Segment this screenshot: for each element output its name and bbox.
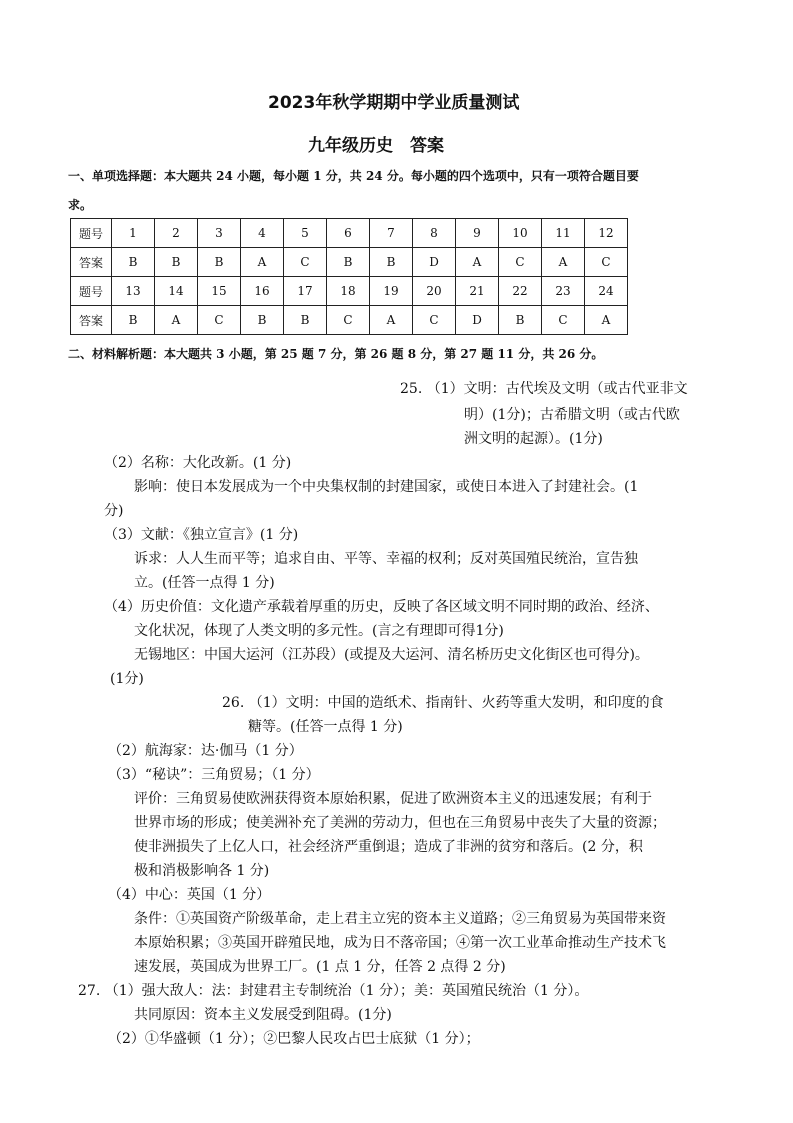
q27-line: （2）①华盛顿（1 分）；②巴黎人民攻占巴士底狱（1 分）； (108, 1031, 480, 1047)
table-cell: 题号 (71, 219, 112, 248)
q25-line: 分) (104, 503, 124, 519)
table-cell: B (112, 306, 155, 335)
table-cell: 7 (370, 219, 413, 248)
table-cell: B (499, 306, 542, 335)
q26-line: 条件：①英国资产阶级革命，走上君主立宪的资本主义道路；②三角贸易为英国带来资 (134, 911, 666, 927)
table-cell: 题号 (71, 277, 112, 306)
table-cell: 23 (542, 277, 585, 306)
q26-line: 使非洲损失了上亿人口，社会经济严重倒退；造成了非洲的贫穷和落后。(2 分，积 (134, 839, 643, 855)
q26-line: 本原始积累；③英国开辟殖民地，成为日不落帝国；④第一次工业革命推动生产技术飞 (134, 935, 666, 951)
table-cell: C (542, 306, 585, 335)
table-cell: C (413, 306, 456, 335)
table-cell: B (155, 248, 198, 277)
q25-line: （4）历史价值：文化遗产承载着厚重的历史，反映了各区域文明不同时期的政治、经济、 (104, 599, 659, 615)
section1-line1: 一、单项选择题：本大题共 24 小题，每小题 1 分，共 24 分。每小题的四个选项中，只有一项符合题目要 (68, 169, 639, 183)
table-cell: 21 (456, 277, 499, 306)
q25-line: （3）文献：《独立宣言》(1 分) (104, 527, 299, 543)
table-cell: 答案 (71, 248, 112, 277)
table-cell: C (327, 306, 370, 335)
q25-line: 无锡地区：中国大运河（江苏段）(或提及大运河、清名桥历史文化街区也可得分)。 (134, 647, 649, 663)
table-cell: A (241, 248, 284, 277)
table-cell: B (112, 248, 155, 277)
table-cell: 9 (456, 219, 499, 248)
table-cell: 14 (155, 277, 198, 306)
q25-line: 洲文明的起源）。(1分) (464, 431, 603, 447)
q25-line: 文化状况，体现了人类文明的多元性。(言之有理即可得1分) (134, 623, 504, 639)
q26-line: （2）航海家：达·伽马（1 分） (108, 743, 303, 759)
table-cell: C (585, 248, 628, 277)
table-cell: 6 (327, 219, 370, 248)
table-cell: B (370, 248, 413, 277)
table-cell: 19 (370, 277, 413, 306)
q25-line: 25. （1）文明：古代埃及文明（或古代亚非文 (400, 381, 688, 397)
table-cell: 3 (198, 219, 241, 248)
q25-line: 诉求：人人生而平等；追求自由、平等、幸福的权利；反对英国殖民统治，宣告独 (134, 551, 638, 567)
table-cell: 1 (112, 219, 155, 248)
table-cell: 8 (413, 219, 456, 248)
table-cell: 12 (585, 219, 628, 248)
q25-line: 影响：使日本发展成为一个中央集权制的封建国家，或使日本进入了封建社会。(1 (134, 479, 639, 495)
q25-line: 立。(任答一点得 1 分) (134, 575, 275, 591)
table-cell: B (327, 248, 370, 277)
q26-line: （3）“秘诀”：三角贸易；（1 分） (108, 767, 320, 783)
table-cell: 13 (112, 277, 155, 306)
table-cell: C (198, 306, 241, 335)
table-cell: 17 (284, 277, 327, 306)
q26-line: 世界市场的形成；使美洲补充了美洲的劳动力，但也在三角贸易中丧失了大量的资源； (134, 815, 666, 831)
q25-line: 明）(1分)；古希腊文明（或古代欧 (464, 407, 680, 423)
table-cell: D (456, 306, 499, 335)
table-cell: 22 (499, 277, 542, 306)
table-cell: A (456, 248, 499, 277)
q25-line: (1分) (110, 671, 144, 687)
table-row (71, 219, 628, 248)
q26-line: 糖等。(任答一点得 1 分) (248, 719, 403, 735)
table-cell: B (284, 306, 327, 335)
table-cell: A (542, 248, 585, 277)
table-cell: A (370, 306, 413, 335)
table-cell: 2 (155, 219, 198, 248)
table-cell: 18 (327, 277, 370, 306)
table-cell: D (413, 248, 456, 277)
table-cell: 11 (542, 219, 585, 248)
table-cell: B (198, 248, 241, 277)
table-cell: C (499, 248, 542, 277)
table-row (71, 277, 628, 306)
section1-line2: 求。 (68, 198, 93, 212)
q26-line: （4）中心：英国（1 分） (108, 887, 271, 903)
table-cell: 10 (499, 219, 542, 248)
page-subtitle: 九年级历史 答案 (308, 136, 444, 156)
answer-table (70, 218, 628, 335)
q26-line: 评价：三角贸易使欧洲获得资本原始积累，促进了欧洲资本主义的迅速发展；有利于 (134, 791, 652, 807)
table-row (71, 248, 628, 277)
q26-line: 26. （1）文明：中国的造纸术、指南针、火药等重大发明，和印度的食 (222, 695, 664, 711)
q26-line: 速发展，英国成为世界工厂。(1 点 1 分，任答 2 点得 2 分) (134, 959, 506, 975)
q27-line: 共同原因：资本主义发展受到阻碍。(1分) (134, 1007, 392, 1023)
table-cell: B (241, 306, 284, 335)
table-cell: 15 (198, 277, 241, 306)
table-row (71, 306, 628, 335)
table-cell: 16 (241, 277, 284, 306)
q26-line: 极和消极影响各 1 分) (134, 863, 270, 879)
table-cell: 20 (413, 277, 456, 306)
table-cell: C (284, 248, 327, 277)
table-cell: A (155, 306, 198, 335)
q27-line: 27. （1）强大敌人：法：封建君主专制统治（1 分）；美：英国殖民统治（1 分）。 (78, 983, 589, 999)
page-title: 2023年秋学期期中学业质量测试 (268, 93, 520, 113)
q25-line: （2）名称：大化改新。(1 分) (104, 455, 292, 471)
table-cell: 答案 (71, 306, 112, 335)
table-cell: 24 (585, 277, 628, 306)
section2-heading: 二、材料解析题：本大题共 3 小题，第 25 题 7 分，第 26 题 8 分，第 27 题 11 分，共 26 分。 (68, 347, 604, 361)
table-cell: A (585, 306, 628, 335)
table-cell: 5 (284, 219, 327, 248)
table-cell: 4 (241, 219, 284, 248)
